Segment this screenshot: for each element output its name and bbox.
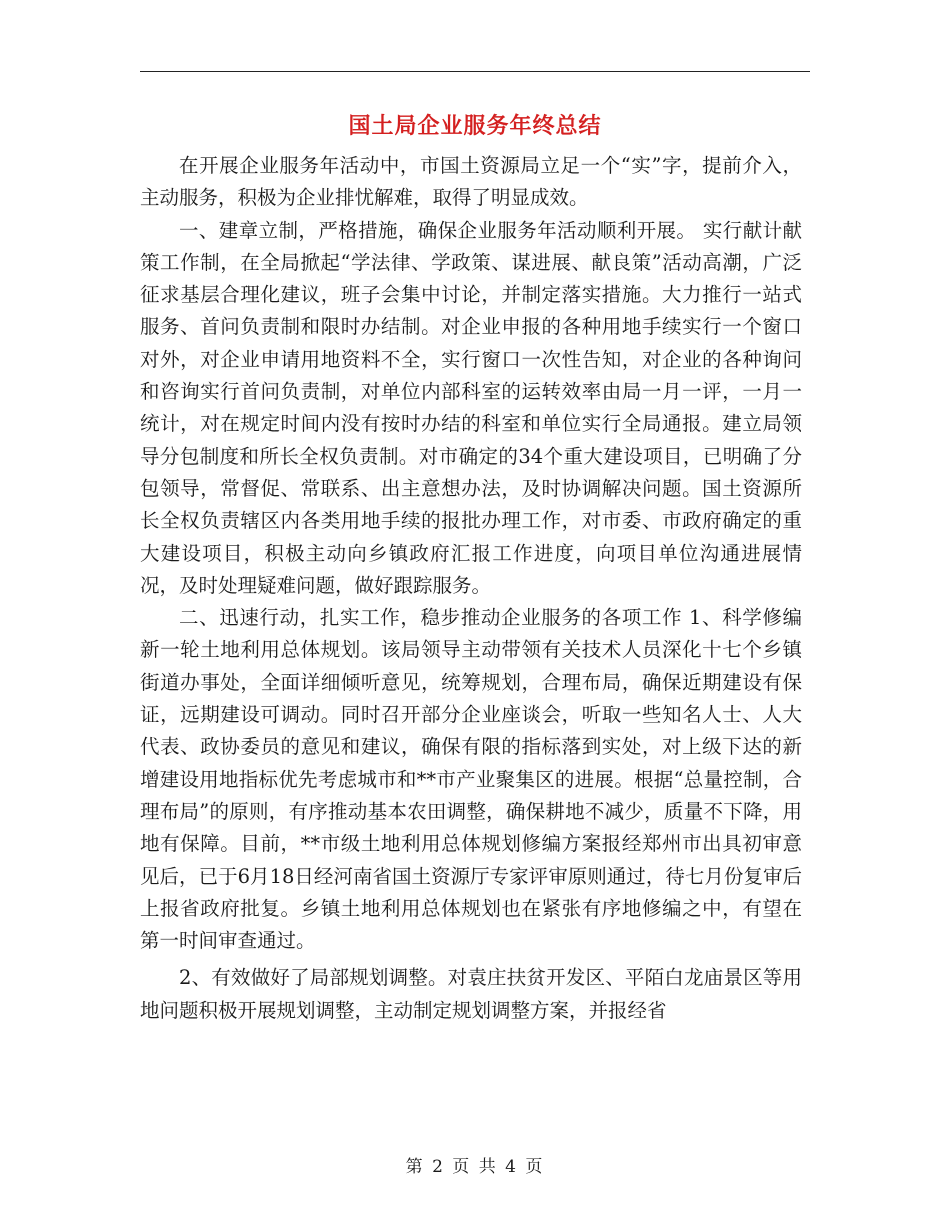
document-title: 国土局企业服务年终总结	[348, 113, 602, 139]
paragraph-section-two: 二、迅速行动，扎实工作，稳步推动企业服务的各项工作 1、科学修编新一轮土地利用总体规划。该局领导主动带领有关技术人员深化十七个乡镇街道办事处，全面详细倾听意见，统筹规划，合理布局，确保近期建设有保证，远期建设可调动。同时召开部分企业座谈会，听取一些知名人士、人大代表、政协委员的意见和建议，确保有限的指标落到实处，对上级下达的新增建设用地指标优先考虑城市和**市产业聚集区的进展。根据“总量控制，合理布局”的原则，有序推动基本农田调整，确保耕地不减少，质量不下降，用地有保障。目前，**市级土地利用总体规划修编方案报经郑州市出具初审意见后，已于6月18日经河南省国土资源厅专家评审原则通过，待七月份复审后上报省政府批复。乡镇土地利用总体规划也在紧张有序地修编之中，有望在第一时间审查通过。	[140, 606, 802, 953]
paragraph-intro: 在开展企业服务年活动中，市国土资源局立足一个“实”字，提前介入，主动服务，积极为企业排忧解难，取得了明显成效。	[140, 154, 802, 210]
paragraph-item-two: 2、有效做好了局部规划调整。对袁庄扶贫开发区、平陌白龙庙景区等用地问题积极开展规划调整，主动制定规划调整方案，并报经省	[140, 966, 802, 1022]
page-number-footer: 第 2 页 共 4 页	[405, 1157, 545, 1177]
header-rule	[140, 71, 810, 72]
document-body	[140, 150, 802, 1027]
paragraph-section-one: 一、建章立制，严格措施，确保企业服务年活动顺利开展。 实行献计献策工作制，在全局掀起“学法律、学政策、谋进展、献良策”活动高潮，广泛征求基层合理化建议，班子会集中讨论，并制定落实措施。大力推行一站式服务、首问负责制和限时办结制。对企业申报的各种用地手续实行一个窗口对外，对企业申请用地资料不全，实行窗口一次性告知，对企业的各种询问和咨询实行首问负责制，对单位内部科室的运转效率由局一月一评，一月一统计，对在规定时间内没有按时办结的科室和单位实行全局通报。建立局领导分包制度和所长全权负责制。对市确定的34个重大建设项目，已明确了分包领导，常督促、常联系、出主意想办法，及时协调解决问题。国土资源所长全权负责辖区内各类用地手续的报批办理工作，对市委、市政府确定的重大建设项目，积极主动向乡镇政府汇报工作进度，向项目单位沟通进展情况，及时处理疑难问题，做好跟踪服务。	[140, 218, 802, 597]
